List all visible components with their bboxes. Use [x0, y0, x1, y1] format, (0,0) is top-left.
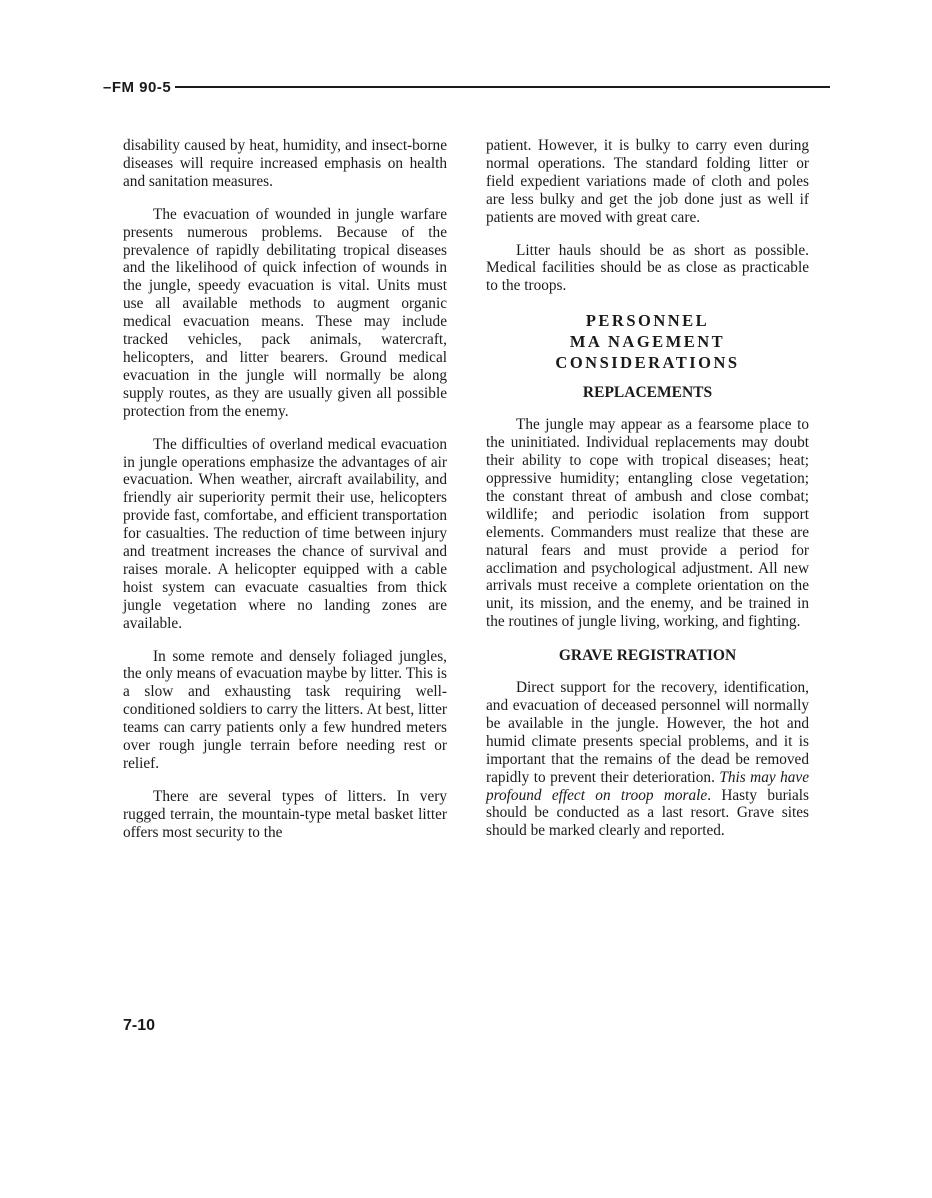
paragraph-litter-only: In some remote and densely foliaged jungles, the only means of evacuation maybe by litter. This is a slow and exhausting task requiring well-conditioned soldiers to carry the litters. At best, litter teams can carry patients only a few hundred meters over rough jungle terrain before needing rest or relief. [123, 647, 447, 772]
paragraph-litter-bulk: patient. However, it is bulky to carry even during normal operations. The standard folding litter or field expedient variations made of cloth and poles are less bulky and get the job done just as well if patients are moved with great care. [486, 137, 809, 226]
replacements-heading: REPLACEMENTS [582, 384, 713, 402]
header-rule [175, 86, 830, 88]
paragraph-evacuation-problems: The evacuation of wounded in jungle warfare presents numerous problems. Because of the prevalence of rapidly debilitating tropical diseases and the likelihood of quick infection of wounds in the jungle, speedy evacuation is vital. Units must use all available methods to augment organic medical evacuation means. These may include tracked vehicles, pack animals, watercraft, helicopters, and litter bearers. Ground medical evacuation in the jungle will normally be along supply routes, as they are usually given all possible protection from the enemy. [123, 205, 447, 420]
grave-registration-heading: GRAVE REGISTRATION [558, 647, 737, 665]
section-title-line: PERSONNEL [585, 311, 710, 331]
grave-text-emphasis: This may have profound effect on troop morale [486, 768, 809, 804]
paragraph-air-evacuation: The difficulties of overland medical evacuation in jungle operations emphasize the advantages of air evacuation. When weather, aircraft availability, and friendly air superiority permit their use, helicopters provide fast, comfortabe, and efficient transportation for casualties. The reduction of time between injury and treatment increases the chance of survival and raises morale. A helicopter equipped with a cable hoist system can evacuate casualties from thick jungle vegetation where no landing zones are available. [123, 435, 447, 632]
section-title [486, 310, 809, 373]
page-number: 7-10 [123, 1017, 156, 1034]
manual-id: –FM 90-5 [103, 78, 172, 96]
right-column [486, 137, 809, 855]
paragraph-grave-registration [486, 679, 809, 840]
page-header [103, 76, 830, 98]
section-title-line: CONSIDERATIONS [555, 353, 740, 373]
left-column [123, 137, 447, 857]
grave-text-start: Direct support for the recovery, identification, and evacuation of deceased personnel will normally be available in the jungle. However, the hot and humid climate presents special problems, and it is important that the remains of the dead be removed rapidly to prevent their deterioration. [486, 679, 809, 786]
paragraph-disability: disability caused by heat, humidity, and insect-borne diseases will require increased emphasis on health and sanitation measures. [123, 137, 447, 190]
paragraph-litter-types: There are several types of litters. In very rugged terrain, the mountain-type metal basket litter offers most security to the [123, 787, 447, 841]
paragraph-replacements: The jungle may appear as a fearsome place to the uninitiated. Individual replacements may doubt their ability to cope with tropical diseases; heat; oppressive humidity; entangling close vegetation; the constant threat of ambush and close combat; wildlife; and periodic isolation from support elements. Commanders must realize that these are natural fears and must provide a period for acclimation and psychological adjustment. All new arrivals must receive a complete orientation on the unit, its mission, and the enemy, and be trained in the routines of jungle living, working, and fighting. [486, 416, 809, 631]
section-title-line: MA NAGEMENT [569, 332, 726, 352]
paragraph-litter-hauls: Litter hauls should be as short as possible. Medical facilities should be as close as practicable to the troops. [486, 241, 809, 295]
grave-text-end: . Hasty burials should be conducted as a last resort. Grave sites should be marked clearly and reported. [486, 786, 809, 840]
